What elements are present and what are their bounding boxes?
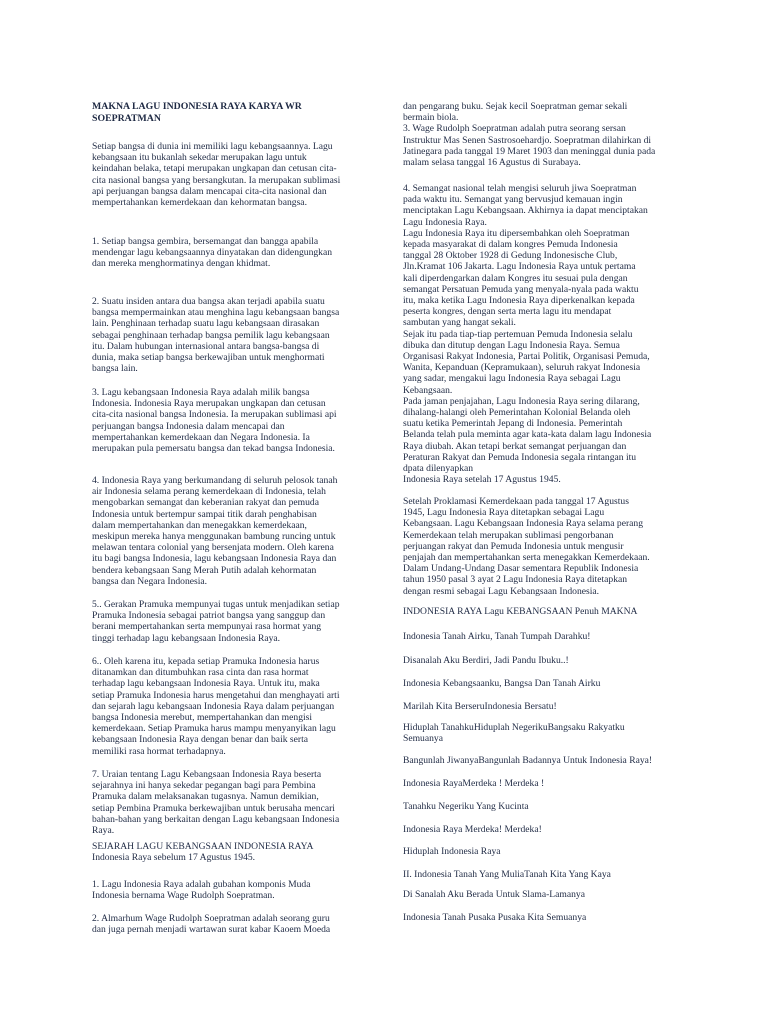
paragraph-intro: Setiap bangsa di dunia ini memiliki lagu kebangsaannya. Lagu kebangsaan itu bukanlah sekedar merupakan lagu untuk keindahan belaka, tetapi merupakan ungkapan dan cetusan cita- cita nasional bangsa yang bersangkutan. Ia merupakan sublimasi api perjuangan bangsa dalam mencapai cita-cita nasional dan mempertahankan kemerdekaan dan kehormatan bangsa. <box>92 141 341 209</box>
paragraph-point-5: 5.. Gerakan Pramuka mempunyai tugas untuk menjadikan setiap Pramuka Indonesia sebagai patriot bangsa yang sanggup dan berani mempertahankan serta mempunyai rasa hormat yang tinggi terhadap lagu kebangsaan Indonesia Raya. <box>92 599 340 644</box>
lyrics-line: Marilah Kita BerseruIndonesia Bersatu! <box>403 701 557 712</box>
right-column <box>403 0 703 923</box>
paragraph-point-6: 6.. Oleh karena itu, kepada setiap Pramuka Indonesia harus ditanamkan dan ditumbuhkan rasa cinta dan rasa hormat terhadap lagu kebangsaan Indonesia Raya. Untuk itu, maka setiap Pramuka Indonesia harus mengetahui dan menghayati arti dan sejarah lagu kebangsaan Indonesia Raya dalam perjuangan bangsa Indonesia merebut, mempertahankan dan mengisi kemerdekaan. Setiap Pramuka harus mampu menyanyikan lagu kebangsaan Indonesia Raya dengan benar dan baik serta memiliki rasa hormat terhadapnya. <box>92 656 340 757</box>
paragraph-history-2-cont: dan pengarang buku. Sejak kecil Soepratman gemar sekali bermain biola. 3. Wage Rudolph Soepratman adalah putra seorang sersan Instruktur Mas Senen Sastrosoehardjo. Soepratman dilahirkan di Jatinegara pada tanggal 19 Maret 1903 dan meninggal dunia pada malam selasa tanggal 16 Agustus di Surabaya. <box>403 101 656 169</box>
paragraph-after-1945: Setelah Proklamasi Kemerdekaan pada tanggal 17 Agustus 1945, Lagu Indonesia Raya ditetapkan sebagai Lagu Kebangsaan. Lagu Kebangsaan Indonesia Raya selama perang Kemerdekaan telah merupakan sublimasi pengorbanan perjuangan rakyat dan Pemuda Indonesia untuk mengusir penjajah dan mempertahankan serta menegakkan Kemerdekaan. Dalam Undang-Undang Dasar sementara Republik Indonesia tahun 1950 pasal 3 ayat 2 Lagu Indonesia Raya ditetapkan dengan resmi sebagai Lagu Kebangsaan Indonesia. <box>403 496 650 597</box>
lyrics-line: Hiduplah Indonesia Raya <box>403 846 501 857</box>
lyrics-line: Di Sanalah Aku Berada Untuk Slama-Lamanya <box>403 889 585 900</box>
lyrics-line: II. Indonesia Tanah Yang MuliaTanah Kita Yang Kaya <box>403 869 611 880</box>
paragraph-history-1: 1. Lagu Indonesia Raya adalah gubahan komponis Muda Indonesia bernama Wage Rudolph Soepratman. <box>92 879 311 902</box>
paragraph-point-7: 7. Uraian tentang Lagu Kebangsaan Indonesia Raya beserta sejarahnya ini hanya sekedar pegangan bagi para Pembina Pramuka dalam melaksanakan tugasnya. Namun demikian, setiap Pembina Pramuka berkewajiban untuk berusaha mencari bahan-bahan yang berkaitan dengan Lagu kebangsaan Indonesia Raya. <box>92 769 340 837</box>
document-title: MAKNA LAGU INDONESIA RAYA KARYA WR SOEPRATMAN <box>92 101 302 124</box>
left-column <box>92 0 382 936</box>
lyrics-line: Indonesia Tanah Airku, Tanah Tumpah Darahku! <box>403 631 591 642</box>
paragraph-point-4: 4. Indonesia Raya yang berkumandang di seluruh pelosok tanah air Indonesia selama perang kemerdekaan di Indonesia, telah mengobarkan semangat dan keberanian rakyat dan pemuda Indonesia untuk bertempur sampai titik darah penghabisan dalam mempertahankan dan menegakkan kemerdekaan, meskipun mereka hanya menggunakan bambung runcing untuk melawan tentara colonial yang bersenjata modern. Oleh karena itu bagi bangsa Indonesia, lagu kebangsaan Indonesia Raya dan bendera kebangsaan Sang Merah Putih adalah kehormatan bangsa dan Negara Indonesia. <box>92 475 338 587</box>
section-heading-sejarah: SEJARAH LAGU KEBANGSAAN INDONESIA RAYA Indonesia Raya sebelum 17 Agustus 1945. <box>92 841 314 864</box>
paragraph-point-2: 2. Suatu insiden antara dua bangsa akan terjadi apabila suatu bangsa mempermainkan atau menghina lagu kebangsaan bangsa lain. Penghinaan terhadap suatu lagu kebangsaan dirasakan sebagai penghinaan terhadap bangsa pemilik lagu kebangsaan itu. Dalam hubungan internasional antara bangsa-bangsa di dunia, maka setiap bangsa berkewajiban untuk menghormati bangsa lain. <box>92 296 340 375</box>
lyrics-line: Hiduplah TanahkuHiduplah NegerikuBangsaku Rakyatku Semuanya <box>403 722 625 745</box>
lyrics-line: Indonesia Raya Merdeka! Merdeka! <box>403 824 542 835</box>
lyrics-line: Tanahku Negeriku Yang Kucinta <box>403 801 529 812</box>
paragraph-history-4: 4. Semangat nasional telah mengisi seluruh jiwa Soepratman pada waktu itu. Semangat yang bervusjud kemauan ingin menciptakan Lagu Kebangsaan. Akhirnya ia dapat menciptakan Lagu Indonesia Raya. Lagu Indonesia Raya itu dipersembahkan oleh Soepratman kepada masyarakat di dalam kongres Pemuda Indonesia tanggal 28 Oktober 1928 di Gedung Indonesische Club, Jln.Kramat 106 Jakarta. Lagu Indonesia Raya untuk pertama kali diperdengarkan dalam Kongres itu sesuai pula dengan semangat Persatuan Pemuda yang menyala-nyala pada waktu itu, maka ketika Lagu Indonesia Raya diperkenalkan kepada peserta kongres, dengan serta merta lagu itu mendapat sambutan yang hangat sekali. Sejak itu pada tiap-tiap pertemuan Pemuda Indonesia selalu dibuka dan ditutup dengan Lagu Indonesia Raya. Semua Organisasi Rakyat Indonesia, Partai Politik, Organisasi Pemuda, Wanita, Kepanduan (Kepramukaan), seluruh rakyat Indonesia yang sadar, mengakui lagu Indonesia Raya sebagai Lagu Kebangsaan. Pada jaman penjajahan, Lagu Indonesia Raya sering dilarang, dihalang-halangi oleh Pemerintahan Kolonial Belanda oleh suatu ketika Pemerintah Jepang di Indonesia. Pemerintah Belanda telah pula meminta agar kata-kata dalam lagu Indonesia Raya diubah. Akan tetapi berkat semangat perjuangan dan Peraturan Rakyat dan Pemuda Indonesia segala rintangan itu dpata dilenyapkan Indonesia Raya setelah 17 Agustus 1945. <box>403 183 652 486</box>
lyrics-line: Indonesia Kebangsaanku, Bangsa Dan Tanah Airku <box>403 678 601 689</box>
lyrics-heading: INDONESIA RAYA Lagu KEBANGSAAN Penuh MAKNA <box>403 606 638 617</box>
lyrics-line: Indonesia Tanah Pusaka Pusaka Kita Semuanya <box>403 912 587 923</box>
lyrics-line: Disanalah Aku Berdiri, Jadi Pandu Ibuku..! <box>403 655 569 666</box>
lyrics-line: Bangunlah JiwanyaBangunlah Badannya Untuk Indonesia Raya! <box>403 755 653 766</box>
paragraph-history-2: 2. Almarhum Wage Rudolph Soepratman adalah seorang guru dan juga pernah menjadi wartawan surat kabar Kaoem Moeda <box>92 913 331 936</box>
paragraph-point-1: 1. Setiap bangsa gembira, bersemangat dan bangga apabila mendengar lagu kebangsaannya dinyatakan dan didengungkan dan mereka menghormatinya dengan khidmat. <box>92 236 333 270</box>
paragraph-point-3: 3. Lagu kebangsaan Indonesia Raya adalah milik bangsa Indonesia. Indonesia Raya merupakan ungkapan dan cetusan cita-cita nasional bangsa Indonesia. Ia merupakan sublimasi api perjuangan bangsa Indonesia dalam mencapai dan mempertahankan kemerdekaan dan Negara Indonesia. Ia merupakan pula pemersatu bangsa dan tekad bangsa Indonesia. <box>92 387 337 455</box>
lyrics-line: Indonesia RayaMerdeka ! Merdeka ! <box>403 778 545 789</box>
